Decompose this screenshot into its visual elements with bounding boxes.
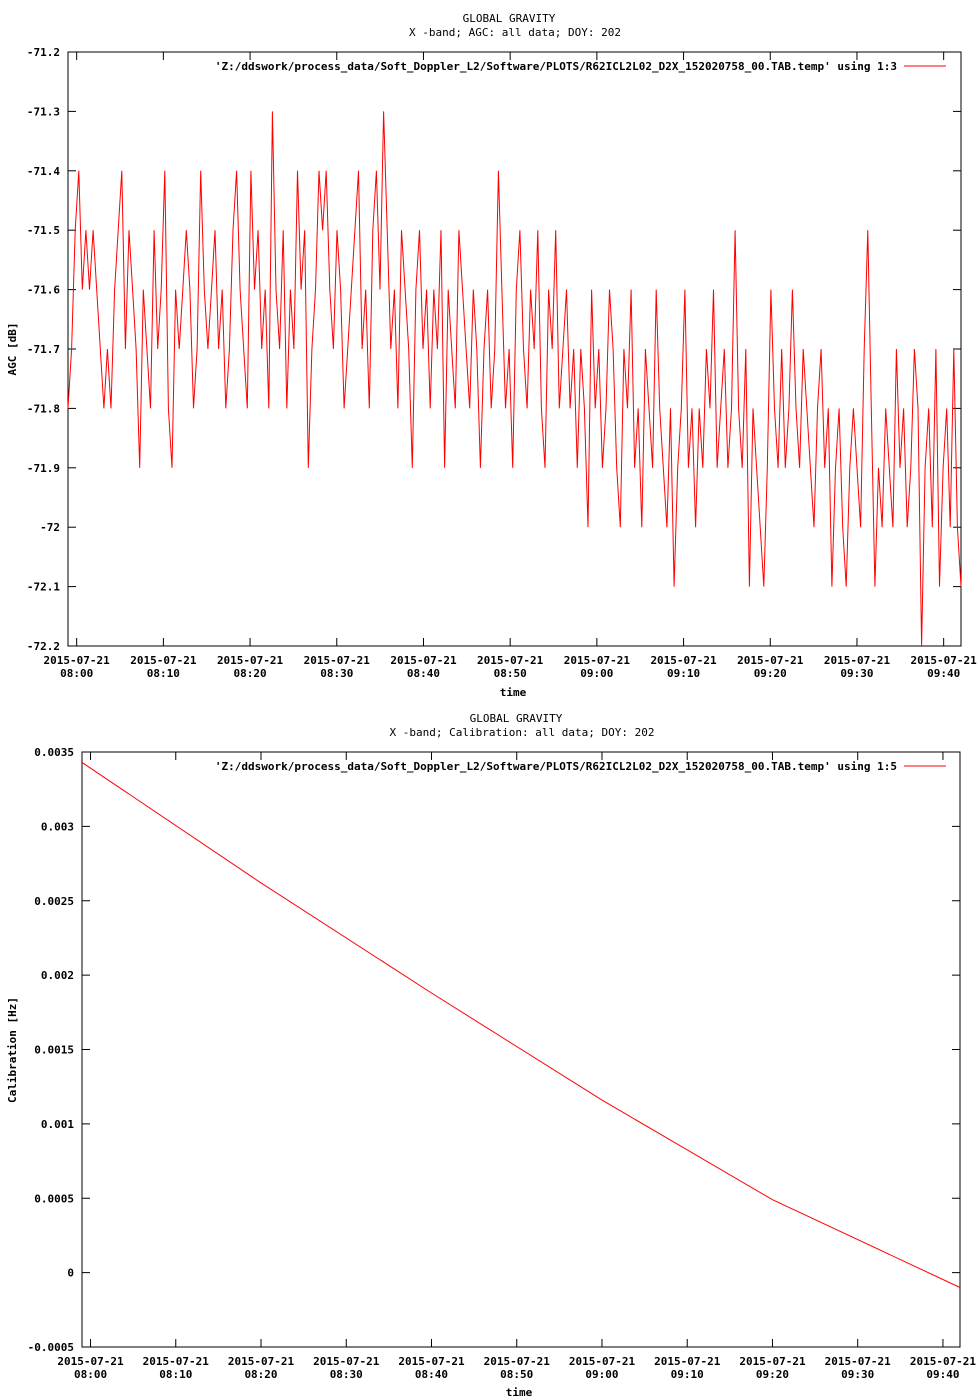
x-tick-label-time: 09:20 [753, 667, 787, 680]
x-tick-label-time: 09:40 [926, 1368, 960, 1381]
y-tick-label: 0.003 [40, 820, 74, 834]
x-tick-label-date: 2015-07-21 [390, 654, 457, 667]
x-tick-label-time: 08:50 [493, 667, 527, 680]
x-tick-label-date: 2015-07-21 [227, 1355, 295, 1368]
agc-chart-subtitle: X -band; AGC: all data; DOY: 202 [409, 26, 621, 39]
x-tick-label-time: 08:20 [244, 1368, 278, 1381]
y-tick-label: -71.3 [26, 105, 60, 119]
x-tick-label-date: 2015-07-21 [216, 654, 284, 667]
x-tick-label-time: 08:40 [414, 1368, 449, 1381]
x-tick-label-time: 09:40 [927, 667, 961, 680]
agc-x-axis [44, 52, 978, 680]
x-tick-label-date: 2015-07-21 [824, 1355, 891, 1368]
y-tick-label: -71.5 [26, 224, 60, 238]
y-tick-label: 0.0005 [34, 1192, 74, 1206]
x-tick-label-time: 08:40 [406, 667, 441, 680]
calibration-x-axis-label: time [505, 1386, 533, 1399]
x-tick-label-time: 09:00 [580, 667, 614, 680]
y-tick-label: -71.2 [26, 46, 60, 59]
x-tick-label-date: 2015-07-21 [650, 654, 717, 667]
y-tick-label: -72 [40, 521, 60, 535]
x-tick-label-date: 2015-07-21 [130, 654, 197, 667]
calibration-x-axis [57, 752, 976, 1381]
y-tick-label: 0.0025 [34, 894, 74, 908]
x-tick-label-time: 08:10 [146, 667, 180, 680]
calibration-chart-title: GLOBAL GRAVITY [469, 712, 563, 725]
x-tick-label-time: 08:10 [159, 1368, 193, 1381]
y-tick-label: 0.001 [40, 1117, 74, 1131]
x-tick-label-time: 09:30 [841, 1368, 875, 1381]
x-tick-label-time: 09:10 [670, 1368, 704, 1381]
y-tick-label: -72.1 [26, 580, 60, 594]
x-tick-label-time: 09:30 [840, 667, 874, 680]
x-tick-label-date: 2015-07-21 [654, 1355, 721, 1368]
x-tick-label-date: 2015-07-21 [303, 654, 370, 667]
x-tick-label-date: 2015-07-21 [313, 1355, 380, 1368]
y-tick-label: 0.002 [40, 969, 74, 983]
x-tick-label-date: 2015-07-21 [737, 654, 804, 667]
agc-legend-label: 'Z:/ddswork/process_data/Soft_Doppler_L2/Software/PLOTS/R62ICL2L02_D2X_152020758_00.TAB.temp' using 1:3 [214, 60, 897, 73]
x-tick-label-date: 2015-07-21 [142, 1355, 209, 1368]
x-tick-label-date: 2015-07-21 [483, 1355, 550, 1368]
calibration-y-axis [28, 746, 960, 1354]
x-tick-label-time: 09:00 [585, 1368, 619, 1381]
x-tick-label-time: 08:00 [73, 1368, 108, 1381]
x-tick-label-date: 2015-07-21 [909, 1355, 977, 1368]
x-tick-label-date: 2015-07-21 [739, 1355, 806, 1368]
calibration-legend-label: 'Z:/ddswork/process_data/Soft_Doppler_L2/Software/PLOTS/R62ICL2L02_D2X_152020758_00.TAB.temp' using 1:5 [214, 760, 897, 773]
y-tick-label: -72.2 [26, 640, 60, 653]
y-tick-label: 0 [67, 1266, 74, 1280]
agc-y-axis-label: AGC [dB] [6, 322, 19, 376]
x-tick-label-date: 2015-07-21 [568, 1355, 636, 1368]
y-tick-label: 0.0035 [34, 746, 74, 759]
x-tick-label-date: 2015-07-21 [563, 654, 630, 667]
x-tick-label-time: 08:30 [320, 667, 354, 680]
x-tick-label-date: 2015-07-21 [477, 654, 544, 667]
x-tick-label-date: 2015-07-21 [43, 654, 110, 667]
agc-chart [6, 12, 977, 699]
x-tick-label-date: 2015-07-21 [823, 654, 891, 667]
calibration-legend [215, 760, 946, 773]
x-tick-label-date: 2015-07-21 [910, 654, 977, 667]
x-tick-label-time: 08:00 [60, 667, 94, 680]
agc-x-axis-label: time [499, 686, 527, 699]
y-tick-label: -71.4 [26, 164, 60, 178]
y-tick-label: -71.6 [26, 283, 60, 297]
calibration-chart [6, 712, 976, 1399]
x-tick-label-time: 08:50 [500, 1368, 534, 1381]
y-tick-label: -71.7 [26, 343, 60, 356]
y-tick-label: -0.0005 [27, 1341, 74, 1354]
x-tick-label-time: 09:20 [755, 1368, 790, 1381]
calibration-y-axis-label: Calibration [Hz] [6, 997, 19, 1103]
agc-plot-frame [68, 52, 961, 646]
agc-series-line [68, 111, 961, 646]
y-tick-label: -71.8 [26, 402, 60, 416]
x-tick-label-time: 09:10 [667, 667, 701, 680]
agc-legend [215, 60, 946, 73]
x-tick-label-time: 08:20 [233, 667, 267, 680]
x-tick-label-date: 2015-07-21 [57, 1355, 124, 1368]
y-tick-label: -71.9 [26, 461, 60, 475]
agc-chart-title: GLOBAL GRAVITY [462, 12, 556, 25]
calibration-chart-subtitle: X -band; Calibration: all data; DOY: 202 [389, 726, 655, 739]
calibration-series-line [82, 762, 960, 1287]
y-tick-label: 0.0015 [34, 1043, 74, 1057]
x-tick-label-date: 2015-07-21 [398, 1355, 465, 1368]
x-tick-label-time: 08:30 [329, 1368, 363, 1381]
